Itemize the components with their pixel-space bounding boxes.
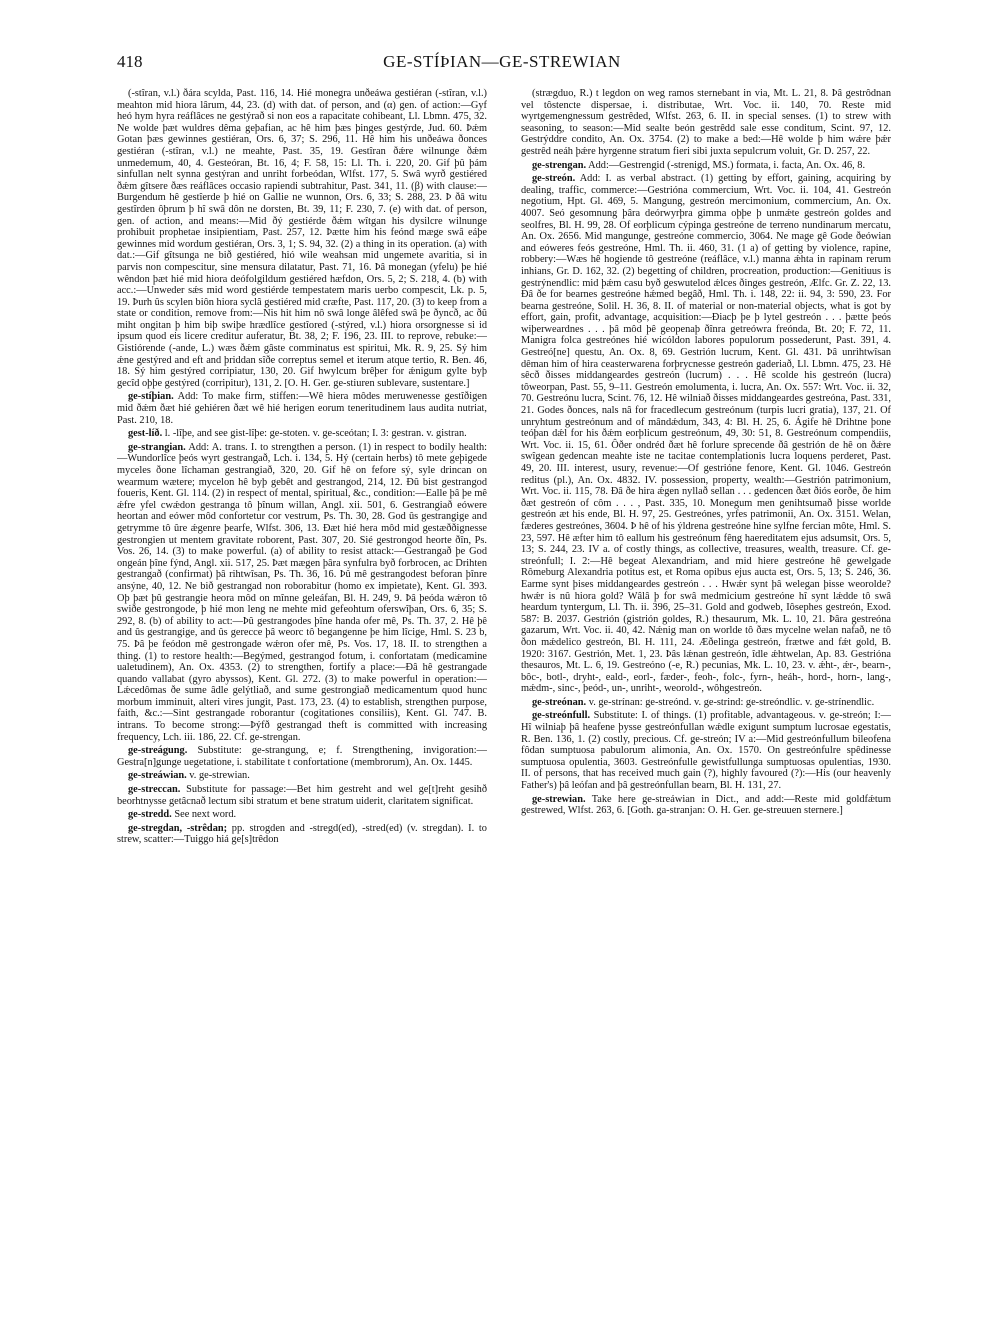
dictionary-entry [117,784,487,807]
dictionary-entry [521,173,891,695]
entry-text: l. -lîþe, and see gist-lîþe: ge-stoten. v. ge-sceótan; I. 3: gestran. v. gistran. [164,428,467,440]
entry-text: Take here ge-streáwian in Dict., and add:—Reste mid goldfǽtum gestrewed, Wlfst. 263, 6. [Goth. ga-stranjan: O. H. Ger. ge-streuuen sternere.] [521,793,891,817]
entry-text: Add: A. trans. I. to strengthen a person. (1) in respect to bodily health:—Wundorlîce þeós wyrt gestrangað, Lch. i. 134, 5. Hý (certain herbs) tô mete geþigede myceles ðone lîchaman gestrangiað, 320, 20. Gif hê on fefore sý, syle drincan on wearmum wætere; mycelon hê byþ gebêt and gestrangod, 214, 12. Ðû bist gestrangod foueris, Kent. Gl. 114. (2) in respect of mental, spiritual, &c., condition:—Ealle þâ þe mê ǽfre yfel cwǽdon gestranga tô þînum willan, Angl. xii. 501, 6. Gestrangiað eówere heortan and eówer môd confortetur cor vestrum, Ps. Th. 30, 28. God ûs gestrangige and getrymme tô ûre ǽgenre þearfe, Wlfst. 306, 13. Ðæt hié hera môd mid gestæððignesse gestrongien ut mentem gravitate roborent, Past. 307, 20. Sié gestrongod heorte ðîn, Ps. Vos. 26, 14. (3) to make powerful. (a) of ability to resist attack:—Gestrangað þe God ongeán þîne fýnd, Angl. xii. 517, 25. Þæt mægen þâra synfulra byð forbrocen, ac Drihten gestrangað (confirmat) þâ rihtwîsan, Ps. Th. 36, 16. Þû mê gestrangodest beforan þînre ansýne, 40, 12. Ne bið gestrangad non roborabitur (homo ex impietate), Kent. Gl. 393. Oþ þæt þû gestrangie heora môd on mînne geleáfan, Bl. H. 249, 9. Þâ þeóda wǽron tô swiðe gestrongode, þ hié mon leng ne mehte mid gefeohtum oferswîþan, Ors. 6, 35; S. 292, 8. (b) of ability to act:—Þû gestrangodes þîne handa ofer mê, Ps. Th. 37, 2. Hê þê and ûs gestrangige, and ûs gerecce þâ weorc tô begangenne þe him lîcige, Hml. S. 23 b, 75. Þâ þe feódon mê gestrongade wǽron ofer mê, Ps. Vos. 17, 18. II. to strengthen a thing. (1) to restore health:—Begýmed, gestrangod fotum, i. confortatam (medicamine ualetudinem), An. Ox. 4353. (2) to strengthen, fortify a place:—Ðâ hê gestrangade quando vallabat (gyro abyssos), Kent. Gl. 272. (3) to make powerful in operation:—Lǽcedômas ðe sume âdle gelýtliað, and sume gestrongiað medicamentum quod hunc morbum imminuit, alteri vires jungit, Past. 173, 23. (4) to establish, strengthen purpose, faith, &c.:—Sint gestrangade roborantur (cogitationes consiliis), Kent. Gl. 747. B. intrans. To become strong:—Þýfð gestrangad theft is committed with increasing frequency, Lch. iii. 186, 22. Cf. ge-strengan. [117,441,487,743]
entry-text: (-stîran, v.l.) ðára scylda, Past. 116, 14. Hié monegra unðeáwa gestiéran (-stîran, v.l.) meahton mid hiora lârum, 44, 23. (d) with dat. of person, and (α) gen. of action:—Gyf heó hym hyra reáflâces ne gestýrað si non eos a rapacitate cohibeant, Ll. Lbmn. 475, 32. Ne wolde þæt wuldres dêma geþafian, ac hê him þæs þinges gestýrde, Jud. 60. Þǽm Gotan þæs gewinnes gestiéran, Ors. 6, 37; S. 296, 11. Hê him his unðeáwa ðonces gestiéran (-stîran, v.l.) ne meahte, Past. 35, 19. Gestîran ðǽre wilnunge ðǽm unmedemum, 40, 4. Gesteóran, Bt. 16, 4; F. 58, 15: Ll. Th. i. 220, 20. Gif þû þám sinfullan nelt synna gestýran and unriht forbeódan, Wlfst. 177, 5. Swâ wyrð gestiéred ðǽm gîtsere ðæs reáflâces occasio rapiendi subtrahitur, Past. 341, 11. (β) with clause:—Burgendum hê gestîerde þ hié on Gallie ne wunnon, Ors. 6, 33; S. 288, 23. Þ ðâ witu gestîrden ôþrum þ hî swâ dôn ne dorsten, Bt. 39, 11; F. 230, 7. (e) with dat. of person, gen. of action, and means:—Mid ðý gestiérde ðǽm wîtgan his dysilcre wilnunge prohibuit prophetae insipientiam, Past. 257, 12. Þætte him his feónd mæge swâ eáþe gewinnes mid wordum gestiéran, Ors. 3, 1; S. 94, 32. (2) a thing in its operation. (a) with dat.:—Gif gîtsunga ne bið gestiéred, hió wile weahsan mid ungemete avaritia, si in parvis non compescitur, sine mensura dilatatur, Past. 71, 16. Þâ monegan (yfelu) þe hié wêndon þæt hié mid hiora deófolgildum gestiéred hæfdon, Ors. 5, 2; S. 218, 4. (b) with acc.:—Unweder sǽs mid word gestiérde tempestatem maris uerbo compescit, Lk. p. 5, 19. Þurh ûs scylen biôn hiora syclâ gestiéred mid cræfte, Past. 117, 20. (3) to keep from a state or condition, remove from:—Nis hit him nô swâ longe âlêfed swâ þe ðyncð, ac ðû miht ongitan þ him biþ swiþe hrædlîce gestîored (-stýred, v.l.) hiora orsorgnesse si id ipsum quod eis licere creditur auferatur, Bt. 38, 2; F. 196, 23. III. to reprove, rebuke:—Gistiórende (-ande, L.) wæs ðǽm gâste comminatus est spiritui, Mk. R. 9, 25. Sý him ǽne gestýred and eft and þriddan sîðe correptus semel et iterum atque tertio, R. Ben. 46, 18. Sý him gestýred corripiatur, 130, 20. Gif hwylcum brêþer for ǽnigum gylte byþ gecîd oþþe gestýred (corripitur), 131, 2. [O. H. Ger. ge-stiuren sublevare, sustentare.] [117,88,487,389]
page-number: 418 [117,52,143,71]
entry-headword: ge-streccan. [128,784,181,796]
entry-headword: ge-stredd. [128,809,172,821]
entry-headword: ge-streónan. [532,696,587,708]
entry-text: v. ge-strínan: ge-streónd. v. ge-strind: ge-streóndlic. v. ge-strínendlic. [588,696,875,708]
entry-text: v. ge-strewian. [189,770,250,782]
dictionary-entry [117,428,487,440]
dictionary-entry [521,710,891,791]
dictionary-entry [117,745,487,768]
entry-headword: ge-streáwian. [128,770,187,782]
dictionary-entry [117,442,487,743]
entry-text: Add: To make firm, stiffen:—Wê hiera môdes meruwenesse gestîðigen mid ðǽm ðæt hié gehiéren ðæt wê hié herigen eorum teneritudinem laus audita nutriat, Past. 210, 18. [117,391,487,426]
entry-headword: ge-strangian. [128,441,186,453]
dictionary-entry [521,88,891,158]
dictionary-entry [521,160,891,172]
entry-text: Substitute for passage:—Bet him gestreht and wel ge[t]reht gesihð beorhtnysse getâcnað lectum sibi stratum et bene stratum uiderit, claritatem significat. [117,784,487,807]
right-column [521,88,891,1303]
entry-headword: ge-stíþian. [128,391,174,403]
running-head: GE-STÍÞIAN—GE-STREWIAN [383,52,621,71]
entry-text: Substitute: I. of things. (1) profitable, advantageous. v. ge-streón; I:—Hî wilniaþ þâ heafene þysse gestreónfullan wǽdle exigunt sumptum lucrosae egestatis, R. Ben. 136, 1. (2) costly, precious. Cf. ge-streón; IV a:—Mid gestreónfullum bileofena fôdan sumptuosa pabulorum alimonia, An. Ox. 1570. On gestreónfulre spêdinesse sumptuosa opulentia, 3603. Gestreónfulle gewistfullunga sumptuosas opulentias, 1930. II. of persons, that has received much gain (?), highly favoured (?):—His (our heavenly Father's) þâ leófan and þâ gestreónfullan bearn, Bl. H. 131, 27. [521,710,891,792]
dictionary-entry [117,809,487,821]
dictionary-entry [117,823,487,846]
page-header [117,52,887,78]
entry-headword: ge-streágung. [128,745,188,757]
entry-headword: ge-streónfull. [532,710,591,722]
entry-headword: ge-stregdan, -strêdan; [128,822,228,834]
entry-text: Substitute: ge-strangung, e; f. Strengthening, invigoration:—Gestra[n]gunge uegetatione, i. stabilitate t confortatione (membrorum), An. Ox. 1445. [117,745,487,768]
left-column [117,88,487,1303]
entry-text: (strægduo, R.) t legdon on weg ramos sternebant in via, Mt. L. 21, 8. Þâ gestrôdnan vel tôstencte dispersae, i. distributae, Wrt. Voc. ii. 140, 70. Reste mid wyrtgemengnessum gestrêded, Wlfst. 263, 6. II. in special senses. (1) to strew with seasoning, to season:—Mid sealte beón gestrêdd sale esse conditum, Scint. 97, 12. Gestrýddre condito, An. Ox. 3754. (2) to make a bed:—Hê wolde þ him wǽre þǽr gestrêd neáh þǽre hyrgenne stratum fieri sibi juxta sepulcrum voluit, Gr. D. 257, 22. [521,88,891,157]
dictionary-entry [117,88,487,389]
dictionary-entry [117,391,487,426]
dictionary-entry [117,770,487,782]
entry-headword: ge-strewian. [532,793,586,805]
entry-text: Add: I. as verbal abstract. (1) getting by effort, gaining, acquiring by dealing, traffic, commerce:—Gestrióna commercium, Wrt. Voc. ii. 104, 41. Gestreón negotium, Hpt. Gl. 469, 5. Mangung, gestreón mercimonium, commercium, An. Ox. 4007. Seó gesomnung þâra deórwyrþra gimma oþþe þ unmǽte gestreón goldes and seolfres, Bl. H. 99, 28. Of eorþlicum cýpinga gestreóne de terreno nundinarum mercatu, An. Ox. 2656. Mid mangunge, gestreóne commercio, 3064. Ne mage gê Gode ðeówian and eóweres feós gestreóne, Hml. Th. ii. 460, 31. (1 a) of getting by violence, rapine, robbery:—Wæs hê hogiende tô gestreóne (reáflâce, v.l.) manna ǽhta in rapinam rerum inhians, Gr. D. 162, 32. (2) begetting of children, procreation, production:—Genitiuus is gestrýnendlic: mid þǽm casu byð geswutelod ǽlces ðinges gestreón, Ælfc. Gr. Z. 22, 13. Ðâ ðe for bearnes gestreóne hǽmed begâð, Hml. Th. i. 148, 22: ii. 94, 3: 590, 23. For bearna gestreóne, Solil. H. 36, 8. II. of material or non-material objects, what is got by effort, gain, profit, advantage, acquisition:—Ðiacþ þe þ lytel gestreón . . . þætte þeós wiþerweardnes . . . þâ môd þê geopenaþ ðînra getreówra freónda, Bt. 20; F. 72, 11. Manigra folca gestreónes hié wicóldon labores populorum possederunt, Past. 391, 4. Gestreó[ne] questu, An. Ox. 8, 69. Gestrión lucrum, Kent. Gl. 431. Þâ unrihtwîsan dêman him of hira ceasterwarena forþrycnesse gestreón gaderiað, Ll. Lbmn. 475, 23. Hê sêcð ðisses middangeardes gestreón (lucrum) . . . Hê scolde his gestreón (lucra) tôweorpan, Past. 55, 9–11. Gestreón emolumenta, i. lucra, An. Ox. 557: Wrt. Voc. ii. 32, 70. Gestreónu lucra, Scint. 76, 12. Hê wilniað ðisses middangeardes gestreóna, Past. 331, 21. Godes ðonces, nals nâ for fracedlecum gestreónum (turpis lucri gratia), 137, 21. Of unryhtum gestreónum and of mândǽdum, 343, 4: Bl. H. 25, 6. Ágife hê Drihtne þone teóþan dǽl for his ðǽm eorþlicum gestreónum, 49, 30: 51, 8. Gestreónum compendiis, Wrt. Voc. ii. 15, 61. Ôðer ondréd ðæt hê forlure sprecende ðâ gestrión de hê on ðǽre swîgean gedencan meahte iste ne tacitae contemplationis lucra loquens perderet, Past. 49, 20. III. interest, usury, revenue:—Of gestrióne fenore, Kent. Gl. 1046. Gestreón reditus (pl.), An. Ox. 4832. IV. possession, property, wealth:—Gestrión patrimonium, Wrt. Voc. ii. 115, 78. Ðâ ðe hira ǽgen nyllað sellan . . . gedencen ðæt ðiós eorðe, ðe him ðæt gestreón of côm . . . , Past. 335, 10. Monegum men genihtsumað þisse worlde gestreón æt his ende, Bl. H. 97, 25. Gestreónes, yrfes patrimonii, An. Ox. 3151. Welan, fæderes gestreónes, 3604. Þ hê of his ýldrena gestreóne hine sylfne fercian môte, Hml. S. 23, 597. Hê æfter him tô eallum his gestreónum fêng haereditatem ejus adsumsit, Ors. 5, 13; S. 244, 23. IV a. of costly things, as collective, treasures, wealth, treasure. Cf. ge-streónfull; I. 2:—Hê begeat Alexandriam, and mid hiere gestreóne hê gewelgade Rômeburg Alexandria potitus est, et Roma opibus ejus aucta est, Ors. 5, 13; S. 246, 36. Earme synt þises middangeardes gestreón . . . Hwǽr synt þâ welegan þisse weorolde? hwǽr is nû hiora gold? Wâlâ þ for swâ medmicium gestreóne hî synt lǽdde tô swâ heardum tyntergum, Ll. Th. ii. 396, 25–31. Gold and godweb, Iôsephes gestreón, Exod. 587: B. 2037. Gestrión (gistrión goldes, R.) thesaurum, Mk. L. 10, 21. Þâra gestreóna gazarum, Wrt. Voc. ii. 40, 42. Nǽnig man on worlde tô ðæs mycelne welan nafað, ne tô ðon mǽdelico gestreón, Bl. H. 111, 24. Æðelinga gestreón, frætwe and fǽt gold, B. 1920: 3167. Gestrión, Met. 1, 23. Þâs lǽnan gestreón, îdle ǽhtwelan, Ap. 83. Gestrióna thesauros, Mt. L. 6, 19. Gestreóno (-e, R.) pecunias, Mk. L. 10, 23. v. ǽht-, ǽr-, bearn-, bôc-, botl-, dryht-, eald-, eorl-, fæder-, feoh-, folc-, fyrn-, heáh-, hord-, horn-, lang-, mǽdm-, sinc-, þeód-, un-, unriht-, weorold-, wôhgestreón. [521,173,891,695]
entry-text: Add:—Gestrengid (-strenigd, MS.) formata, i. facta, An. Ox. 46, 8. [588,159,866,171]
entry-text: See next word. [174,809,237,821]
entry-headword: ge-streón. [532,173,576,185]
entry-headword: gest-líð. [128,428,163,440]
dictionary-entry [521,794,891,817]
entry-text: pp. strogden and -stregd(ed), -stred(ed) (v. stregdan). I. to strew, scatter:—Tuiggo hiá ge[s]trêdon [117,822,487,846]
entry-headword: ge-strengan. [532,159,587,171]
dictionary-entry [521,697,891,709]
